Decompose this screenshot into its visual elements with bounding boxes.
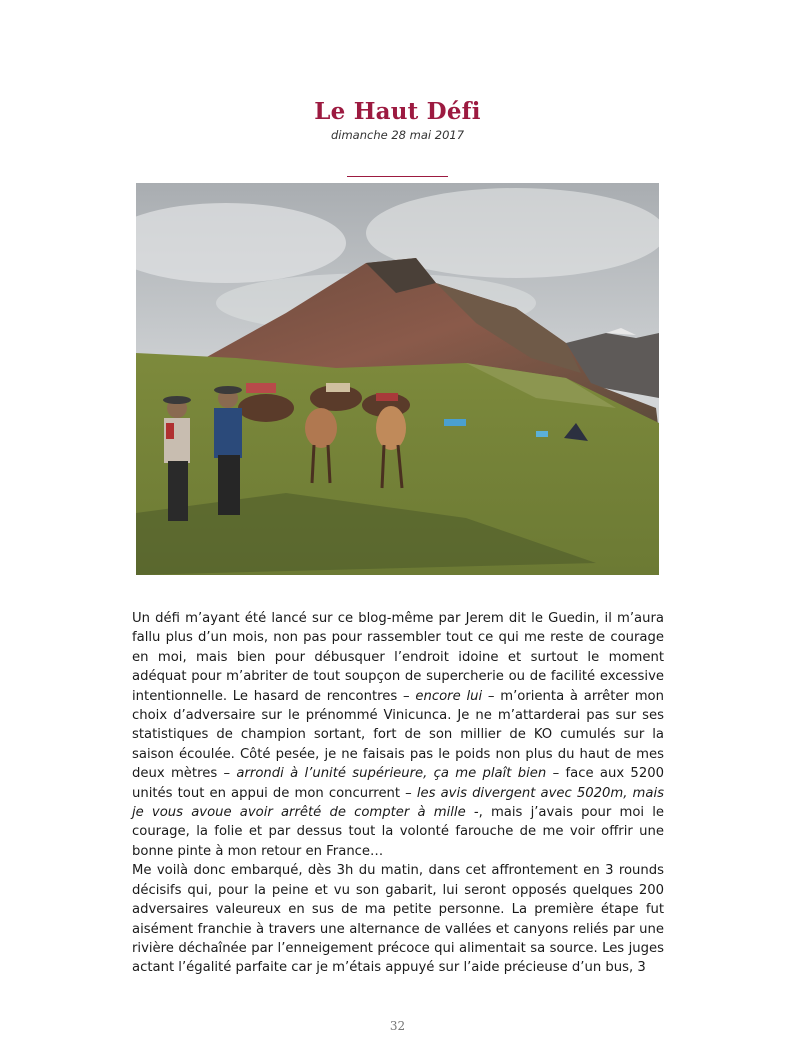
title-divider: [347, 176, 448, 177]
page-title: Le Haut Défi: [314, 98, 481, 125]
mountain-photo: [136, 183, 659, 575]
paragraph-1: Un défi m’ayant été lancé sur ce blog-même par Jerem dit le Guedin, il m’aura fallu plus d’un mois, non pas pour rassembler tout ce qui me reste de courage en moi, mais bien pour débusquer l’endroit idoine et surtout le moment adéquat pour m’abriter de tout soupçon de supercherie ou de facilité excessive intentionnelle. Le hasard de rencontres – encore lui – m’orienta à arrêter mon choix d’adversaire sur le prénommé Vinicunca. Je ne m’attarderai pas sur ses statistiques de champion sortant, fort de son millier de KO cumulés sur la saison écoulée. Côté pesée, je ne faisais pas le poids non plus du haut de mes deux mètres – arrondi à l’unité supérieure, ça me plaît bien – face aux 5200 unités tout en appui de mon concurrent – les avis divergent avec 5020m, mais je vous avoue avoir arrêté de compter à mille -, mais j’avais pour moi le courage, la folie et par dessus tout la volonté farouche de me voir offrir une bonne pinte à mon retour en France…: [132, 611, 664, 859]
post-date: dimanche 28 mai 2017: [330, 128, 465, 142]
article-body: [132, 609, 664, 978]
paragraph-2: Me voilà donc embarqué, dès 3h du matin, dans cet affrontement en 3 rounds décisifs qui, pour la peine et vu son gabarit, lui seront opposés quelques 200 adversaires valeureux en sus de ma petite personne. La première étape fut aisément franchie à travers une alternance de vallées et canyons reliés par une rivière déchaînée par l’enneigement précoce qui alimentait sa source. Les juges actant l’égalité parfaite car je m’étais appuyé sur l’aide précieuse d’un bus, 3: [132, 863, 664, 976]
page-number: 32: [389, 1019, 406, 1033]
